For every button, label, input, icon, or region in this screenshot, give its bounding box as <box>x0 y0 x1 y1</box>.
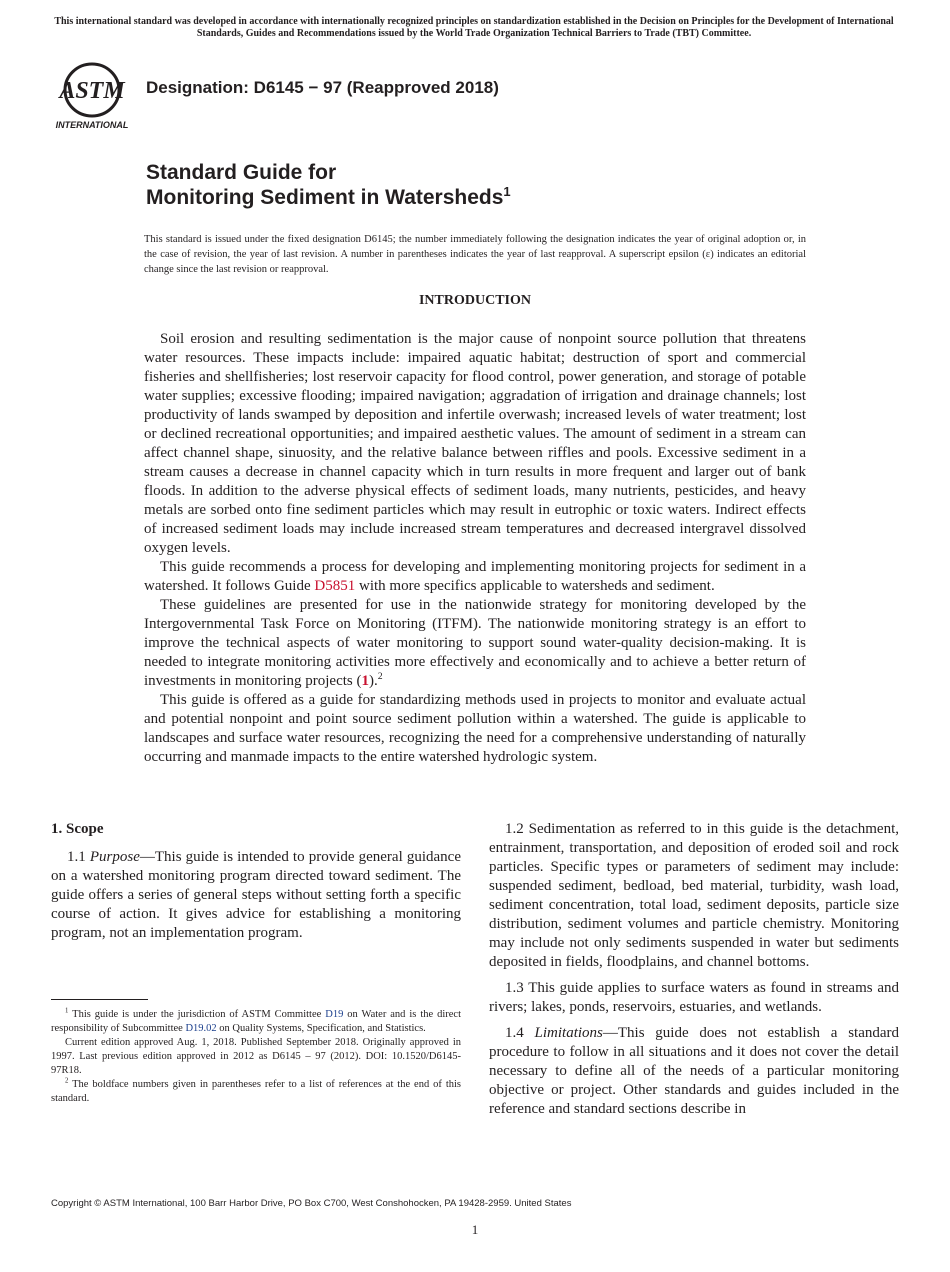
section-1-3: 1.3 This guide applies to surface waters as found in streams and rivers; lakes, ponds, reservoirs, estuaries, and wetlands. <box>489 980 899 1015</box>
section-1-2: 1.2 Sedimentation as referred to in this guide is the detachment, entrainment, transportation, and deposition of eroded soil and rock particles. Specific types or parameters of sediment may include: suspended sediment, bedload, bed material, turbidity, wash load, sediment concentration, total load, sediment deposits, particle size distribution, sediment volumes and particle chemistry. Monitoring may include not only sediments suspended in water but sediments deposited in fields, floodplains, and channel bottoms. <box>489 821 899 970</box>
left-column <box>51 820 461 950</box>
svg-text:ASTM: ASTM <box>59 78 125 104</box>
title-line-2: Monitoring Sediment in Watersheds$^1$ <box>146 184 511 209</box>
designation: Designation: D6145 − 97 (Reapproved 2018) <box>146 78 499 97</box>
intro-paragraph-2: This guide recommends a process for developing and implementing monitoring projects for sediment in a watershed. It follows Guide D5851 with more specifics applicable to watersheds and sediment. <box>144 559 806 594</box>
right-column <box>489 820 899 1126</box>
intro-paragraph-1: Soil erosion and resulting sedimentation is the major cause of nonpoint source pollution that threatens water resources. These impacts include: impaired aquatic habitat; destruction of sport and commercial fisheries and shellfisheries; lost reservoir capacity for flood control, power generation, and storage of potable water supplies; excessive flooding; impaired navigation; aggradation of irrigation and drainage channels; lost productivity of lands swamped by deposition and infertile overwash; increased levels of water treatment; lost or declined recreational opportunities; and impaired aesthetic values. The amount of sediment in a stream can affect channel shape, sinuosity, and the relative balance between riffles and pools. Excessive sediment in a stream causes a decrease in channel capacity which in turn results in more frequent and larger out of bank floods. In addition to the adverse physical effects of sediment loads, many nutrients, pesticides, and heavy metals are sorbed onto fine sediment particles which may result in eutrophic or toxic waters. Indirect effects of increased sediment loads may include increased stream temperatures and decreased intergravel dissolved oxygen levels. <box>144 331 806 556</box>
document-title <box>146 160 511 210</box>
title-line-1: Standard Guide for <box>146 161 337 184</box>
title-footnote-mark: 1 <box>503 184 511 199</box>
intro-paragraph-3: These guidelines are presented for use in the nationwide strategy for monitoring developed by the Intergovernmental Task Force on Monitoring (ITFM). The nationwide monitoring strategy is an effort to improve the technical aspects of water monitoring to support sound water-quality decision-making. It is needed to integrate monitoring activities more effectively and economically and to achieve a better return of investments in monitoring projects (1).$^2$ <box>144 597 806 689</box>
standards-notice: This international standard was developed in accordance with internationally recognized principles on standardization established in the Decision on Principles for the Development of International Standards, Guides and Recommendations issued by the World Trade Organization Technical Barriers to Trade (TBT) Committee. <box>54 16 894 39</box>
footnotes <box>51 1008 461 1106</box>
link-d19[interactable]: D19 <box>325 1009 344 1020</box>
issued-note: This standard is issued under the fixed designation D6145; the number immediately following the designation indicates the year of original adoption or, in the case of revision, the year of last revision. A number in parentheses indicates the year of last reapproval. A superscript epsilon (ε) indicates an editorial change since the last revision or reapproval. <box>144 234 806 275</box>
section-1-4: 1.4 Limitations—This guide does not establish a standard procedure to follow in all situations and it does not cover the detail necessary to define all of the needs of a particular monitoring objective or project. Other standards and guides included in the reference and standard sections describe in <box>489 1025 900 1117</box>
astm-logo <box>52 60 136 132</box>
link-d5851[interactable]: D5851 <box>314 578 356 594</box>
footnote-2: $^2$ The boldface numbers given in parentheses refer to a list of references at the end of this standard. <box>51 1077 461 1104</box>
introduction-heading: INTRODUCTION <box>418 293 531 308</box>
copyright-footer: Copyright © ASTM International, 100 Barr Harbor Drive, PO Box C700, West Conshohocken, PA 19428-2959. United States <box>51 1198 572 1209</box>
section-1-1: 1.1 Purpose—This guide is intended to provide general guidance on a watershed monitoring program directed toward sediment. The guide offers a series of general steps without setting forth a specific course of action. It gives advice for establishing a monitoring program, not an implementation program. <box>51 849 461 941</box>
introduction-body <box>144 330 806 767</box>
footnote-divider <box>51 999 148 1000</box>
page-number: 1 <box>471 1222 479 1237</box>
footnote-1: $^1$ This guide is under the jurisdiction of ASTM Committee D19 on Water and is the direct responsibility of Subcommittee D19.02 on Quality Systems, Specification, and Statistics. <box>51 1007 462 1034</box>
footnote-1-edition: Current edition approved Aug. 1, 2018. Published September 2018. Originally approved in 1997. Last previous edition approved in 2012 as D6145 – 97 (2012). DOI: 10.1520/D6145-97R18. <box>51 1037 461 1076</box>
intro-paragraph-4: This guide is offered as a guide for standardizing methods used in projects to monitor and evaluate actual and potential nonpoint and point source sediment pollution within a watershed. The guide is applicable to landscapes and surface water resources, recognizing the need for a comprehensive understanding of naturally occurring and manmade impacts to the entire watershed hydrologic system. <box>144 692 806 765</box>
reference-link-1[interactable]: 1 <box>361 673 369 689</box>
footnote-ref-2: 2 <box>377 671 383 682</box>
svg-text:INTERNATIONAL: INTERNATIONAL <box>55 120 129 130</box>
section-heading-scope: 1. Scope <box>51 821 104 837</box>
link-d19-02[interactable]: D19.02 <box>185 1023 217 1034</box>
